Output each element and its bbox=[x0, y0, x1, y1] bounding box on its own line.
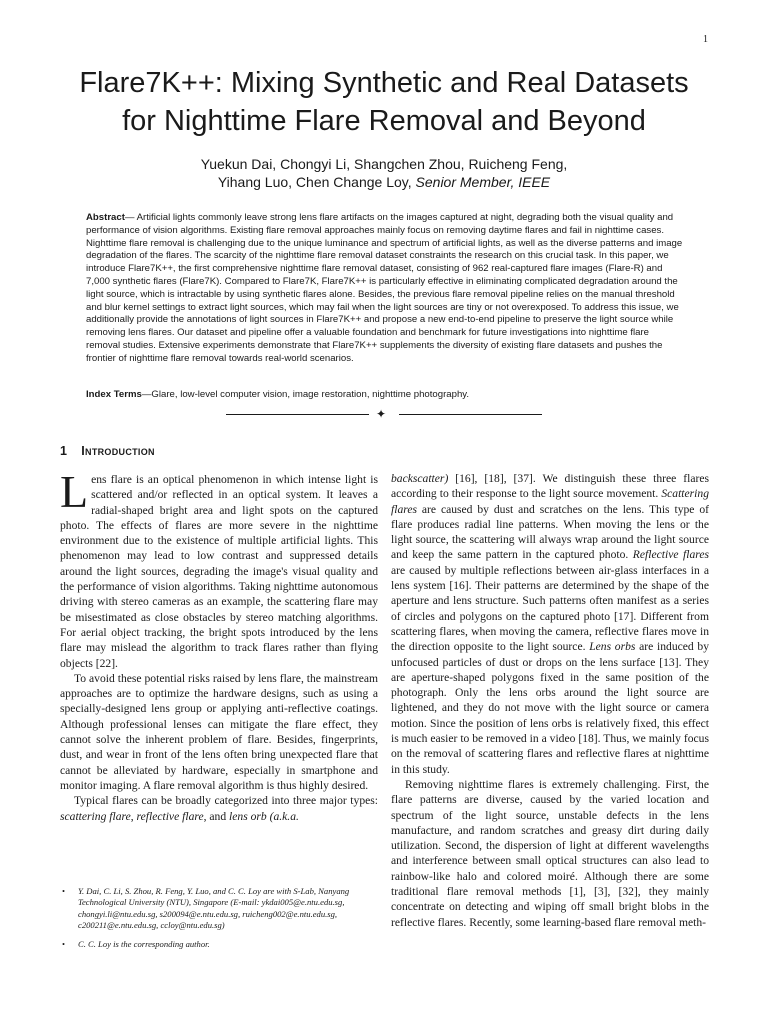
drop-cap: L bbox=[60, 466, 89, 517]
index-terms-text: —Glare, low-level computer vision, image restoration, nighttime photography. bbox=[141, 389, 470, 400]
divider-rule-right bbox=[399, 414, 542, 415]
intro-paragraph-1-text: ens flare is an optical phenomenon in which intense light is scattered and/or reflected in an optical system. It leaves a radial-shaped bright area and light spots on the captured photo. The effects of flares are more severe in the nighttime environment due to the existence of multiple artificial lights. This phenomenon may lead to low contrast and suppressed details around the light sources, degrading the image's visual quality and the performance of vision algorithms. Taking nighttime autonomous driving with stereo cameras as an example, the scattering flare may be misestimated as close obstacles by stereo matching algorithms. For aerial object tracking, the bright spots introduced by the lens flare may mislead the algorithm to track flares rather than flying objects [22]. bbox=[60, 473, 378, 670]
footnote-affiliation-text: Y. Dai, C. Li, S. Zhou, R. Feng, Y. Luo, and C. C. Loy are with S-Lab, Nanyang Technological University (NTU), Singapore (E-mail: ykdai005@e.ntu.edu.sg, chongyi.li@ntu.edu.sg, s200094@e.ntu.edu.sg, ruicheng002@e.ntu.edu.sg, c200211@e.ntu.edu.sg, ccloy@ntu.edu.sg) bbox=[78, 886, 350, 930]
right-p1-d: are induced by unfocused particles of dust or drops on the lens surface [13]. They are aperture-shaped polygons fixed in the same position of the photograph. Only the lens orbs around the light source are lightened, and they do not move with the light source or camera motion. Since the position of lens orbs is relatively fixed, this effect is much easier to be removed in a video [18]. Thus, we mainly focus on the removal of scattering flares and reflective flares at nighttime in this study. bbox=[391, 640, 709, 776]
right-p1-b: are caused by dust and scratches on the lens. This type of flare produces radial line patterns. When moving the lens or the light source, the scattering will always wrap around the light source and keep the same pattern in the captured photo. bbox=[391, 502, 709, 562]
section-title: Introduction bbox=[81, 444, 155, 458]
authors-line-1: Yuekun Dai, Chongyi Li, Shangchen Zhou, Ruicheng Feng, bbox=[200, 156, 568, 172]
title-line-2: for Nighttime Flare Removal and Beyond bbox=[122, 105, 646, 137]
p3-sep-1: , bbox=[130, 809, 137, 823]
divider-diamond-icon: ✦ bbox=[376, 407, 387, 421]
paper-title bbox=[40, 64, 728, 140]
term-lens-orb: lens orb (a.k.a. bbox=[229, 809, 299, 823]
term-backscatter: backscatter) bbox=[391, 472, 449, 485]
abstract-dash: — bbox=[124, 212, 135, 223]
abstract bbox=[86, 212, 684, 366]
author-role: Senior Member, IEEE bbox=[415, 174, 551, 190]
term-scattering-flares: Scattering flares bbox=[391, 487, 709, 516]
index-terms-label: Index Terms bbox=[86, 389, 142, 400]
term-scattering-flare: scattering flare bbox=[60, 809, 131, 823]
left-column bbox=[60, 466, 378, 824]
intro-paragraph-2: To avoid these potential risks raised by lens flare, the mainstream approaches are to optimize the hardware designs, such as using a specially-designed lens group or applying anti-reflective coatings. Although professional lenses can mitigate the flare effect, they cannot solve the inherent problem of flare. Besides, fingerprints, dust, and wear in front of the lens often bring unexpected flare that cannot be alleviated by hardware, especially in smartphone and monitor imaging. A flare removal algorithm is thus highly desired. bbox=[60, 671, 378, 792]
authors-line-2: Yihang Luo, Chen Change Loy, bbox=[217, 174, 412, 190]
term-reflective-flares: Reflective flares bbox=[632, 548, 709, 562]
right-column bbox=[391, 471, 709, 930]
p3-sep-2: , and bbox=[203, 809, 230, 823]
right-paragraph-1 bbox=[391, 471, 709, 777]
divider-rule-left bbox=[226, 414, 369, 415]
footnote-bullet: • bbox=[62, 886, 66, 896]
term-reflective-flare: reflective flare bbox=[136, 809, 204, 823]
footnote-corresponding-text: C. C. Loy is the corresponding author. bbox=[78, 939, 210, 950]
intro-paragraph-3 bbox=[60, 793, 378, 824]
abstract-text: Artificial lights commonly leave strong lens flare artifacts on the images captured at night, degrading both the visual quality and performance of vision algorithms. Existing flare removal approaches mainly focus on removing daytime flares and fail in nighttime cases. Nighttime flare removal is challenging due to the unique luminance and spectrum of artificial lights, as well as the diverse patterns and image degradation of the flares. The scarcity of the nighttime flare removal dataset constraints the research on this crucial task. In this paper, we introduce Flare7K++, the first comprehensive nighttime flare removal dataset, consisting of 962 real-captured flare images (Flare-R) and 7,000 synthetic flares (Flare7K). Compared to Flare7K, Flare7K++ is particularly effective in eliminating complicated degradation around the light source, which is intractable by using synthetic flares alone. Besides, the previous flare removal pipeline relies on the manual threshold and blur kernel settings to extract light sources, which may fail when the light sources are tiny or not overexposed. To address this issue, we additionally provide the annotations of light sources in Flare7K++ and propose a new end-to-end pipeline to preserve the light source while removing lens flares. Our dataset and pipeline offer a valuable foundation and benchmark for future investigations into nighttime flare removal studies. Extensive experiments demonstrate that Flare7K++ supplements the diversity of existing flare datasets and pushes the frontier of nighttime flare removal towards real-world scenarios. bbox=[86, 212, 683, 364]
section-heading bbox=[60, 444, 155, 458]
footnote-bullet: • bbox=[62, 939, 66, 950]
footnote-affiliation bbox=[60, 886, 378, 931]
section-divider bbox=[226, 407, 542, 421]
section-number: 1 bbox=[60, 444, 68, 458]
right-p1-a: [16], [18], [37]. We distinguish these three flares according to their response to the light source movement. bbox=[391, 472, 709, 501]
page-number: 1 bbox=[703, 34, 708, 45]
right-paragraph-2: Removing nighttime flares is extremely challenging. First, the flare patterns are diverse, caused by the varied location and spectrum of the light source, unstable defects in the lens manufacture, and random scratches and greasy dirt during daily utilization. Second, the dispersion of light at different wavelengths and interference between small optical structures can also lead to rainbow-like halo and colored moiré. Although there are some traditional flare removal methods [1], [3], [32], they mainly concentrate on detecting and wiping off small bright blobs in the reflective flares. Recently, some learning-based flare removal meth- bbox=[391, 777, 709, 929]
footnote-corresponding-author bbox=[60, 939, 378, 950]
index-terms bbox=[86, 388, 684, 401]
author-list bbox=[40, 155, 728, 191]
intro-paragraph-1 bbox=[60, 466, 378, 671]
title-line-1: Flare7K++: Mixing Synthetic and Real Datasets bbox=[79, 67, 689, 99]
footnotes bbox=[60, 886, 378, 958]
term-lens-orbs: Lens orbs bbox=[589, 640, 636, 654]
p3-start: Typical flares can be broadly categorized into three major types: bbox=[74, 794, 378, 808]
right-p1-c: are caused by multiple reflections between air-glass interfaces in a lens system [16]. Their patterns are determined by the shape of the aperture and lens structure. Such patterns often manifest as a series of circles and polygons on the captured photo [17]. Different from scattering flares, when moving the camera, reflective flares move in the direction opposite to the light source. bbox=[391, 563, 709, 654]
abstract-label: Abstract bbox=[86, 212, 125, 223]
